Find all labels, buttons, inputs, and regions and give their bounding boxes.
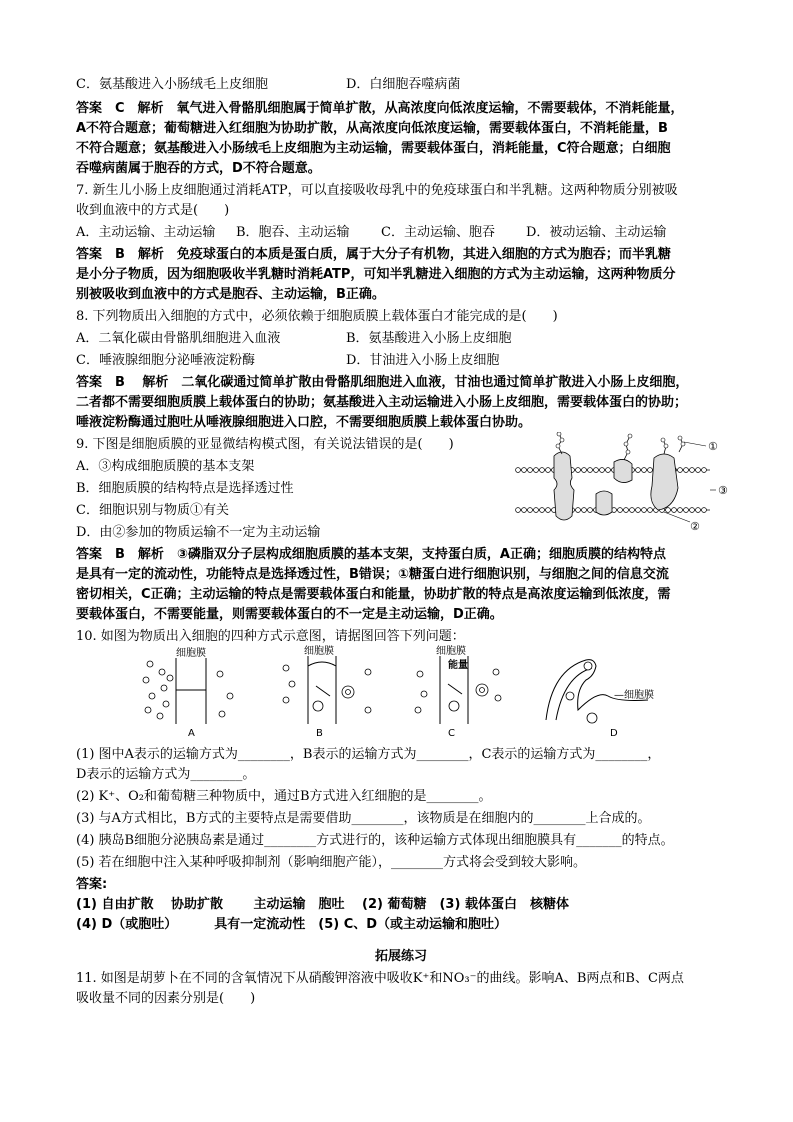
q7-option-a: A．主动运输、主动运输 bbox=[76, 225, 216, 240]
phospholipid-head bbox=[642, 508, 647, 513]
phospholipid-head bbox=[678, 468, 683, 473]
membrane-label-b: 细胞膜 bbox=[304, 646, 334, 657]
panel-letter-c: C bbox=[448, 728, 455, 739]
q10-question: (4) 胰岛B细胞分泌胰岛素是通过________方式进行的，该种运输方式体现出细胞膜具有_______的特点。 bbox=[76, 833, 674, 848]
phospholipid-head bbox=[534, 468, 539, 473]
phospholipid-head bbox=[636, 468, 641, 473]
q10-answer-line: (1) 自由扩散 协助扩散 主动运输 胞吐 (2) 葡萄糖 (3) 载体蛋白 核糖体 bbox=[76, 897, 569, 912]
phospholipid-head bbox=[648, 468, 653, 473]
q6-answer-line: 不符合题意；氨基酸进入小肠绒毛上皮细胞为主动运输，需要载体蛋白，消耗能量，C符合题意；白细胞 bbox=[76, 141, 671, 156]
phospholipid-head bbox=[696, 508, 701, 513]
phospholipid-head bbox=[690, 508, 695, 513]
panel-letter-d: D bbox=[610, 728, 618, 739]
phospholipid-head bbox=[546, 468, 551, 473]
phospholipid-head bbox=[624, 508, 629, 513]
phospholipid-head bbox=[600, 468, 605, 473]
q7-stem: 7. 新生儿小肠上皮细胞通过消耗ATP，可以直接吸收母乳中的免疫球蛋白和半乳糖。这两种物质分别被吸 bbox=[76, 183, 678, 198]
phospholipid-head bbox=[684, 468, 689, 473]
label-3: ③ bbox=[718, 484, 728, 497]
q9-answer-line: 密切相关，C正确；主动运输的特点是需要载体蛋白和能量，协助扩散的特点是高浓度运输到低浓度，需 bbox=[76, 587, 671, 602]
membrane-label-a: 细胞膜 bbox=[176, 648, 206, 659]
q10-question: D表示的运输方式为________。 bbox=[76, 767, 256, 782]
phospholipid-head bbox=[690, 468, 695, 473]
phospholipid-head bbox=[522, 508, 527, 513]
q10-question: (2) K⁺、O₂和葡萄糖三种物质中，通过B方式进入红细胞的是________。 bbox=[76, 789, 492, 804]
phospholipid-head bbox=[582, 508, 587, 513]
panel-a bbox=[176, 658, 206, 724]
q10-question: (5) 若在细胞中注入某种呼吸抑制剂（影响细胞产能），________方式将会受到较大影响。 bbox=[76, 855, 587, 870]
panel-letter-a: A bbox=[188, 728, 195, 739]
q9-answer-line: 答案 B 解析 ③磷脂双分子层构成细胞质膜的基本支架，支持蛋白质，A正确；细胞质膜的结构特点 bbox=[76, 547, 666, 562]
q10-answer-label: 答案: bbox=[76, 877, 108, 892]
q10-answer-line: (4) D（或胞吐） 具有一定流动性 (5) C、D（或主动运输和胞吐） bbox=[76, 917, 508, 932]
membrane-protein bbox=[614, 459, 632, 482]
q7-answer-line: 别被吸收到血液中的方式是胞吞、主动运输，B正确。 bbox=[76, 287, 385, 302]
q7-option-b: B．胞吞、主动运输 bbox=[236, 225, 350, 240]
phospholipid-head bbox=[588, 508, 593, 513]
phospholipid-head bbox=[576, 508, 581, 513]
q10-question: (1) 图中A表示的运输方式为________，B表示的运输方式为________，C表示的运输方式为________， bbox=[76, 747, 661, 762]
phospholipid-head bbox=[678, 508, 683, 513]
membrane-label-d: —细胞膜 bbox=[614, 690, 654, 701]
phospholipid-head bbox=[540, 508, 545, 513]
phospholipid-head bbox=[636, 508, 641, 513]
phospholipid-head bbox=[582, 468, 587, 473]
phospholipid-head bbox=[516, 468, 521, 473]
q9-answer-line: 要载体蛋白，不需要能量，则需要载体蛋白的不一定是主动运输，D正确。 bbox=[76, 607, 503, 622]
q7-option-d: D．被动运输、主动运输 bbox=[526, 225, 667, 240]
q9-stem: 9. 下图是细胞质膜的亚显微结构模式图，有关说法错误的是( ) bbox=[76, 437, 454, 452]
phospholipid-head bbox=[522, 468, 527, 473]
phospholipid-head bbox=[606, 468, 611, 473]
q8-answer-line: 唾液淀粉酶通过胞吐从唾液腺细胞进入口腔，不需要细胞质膜上载体蛋白协助。 bbox=[76, 415, 532, 430]
q8-option-a: A．二氧化碳由骨骼肌细胞进入血液 bbox=[76, 331, 281, 346]
phospholipid-head bbox=[534, 508, 539, 513]
q11-stem: 吸收量不同的因素分别是( ) bbox=[76, 991, 256, 1006]
phospholipid-head bbox=[546, 508, 551, 513]
phospholipid-head bbox=[618, 508, 623, 513]
transport-diagram bbox=[136, 644, 696, 740]
phospholipid-head bbox=[588, 468, 593, 473]
label-1: ① bbox=[708, 440, 718, 453]
phospholipid-head bbox=[696, 468, 701, 473]
q6-answer-line: 吞噬病菌属于胞吞的方式，D不符合题意。 bbox=[76, 161, 321, 176]
phospholipid-head bbox=[648, 508, 653, 513]
energy-label: 能量 bbox=[448, 660, 468, 671]
q9-option-c: C．细胞识别与物质①有关 bbox=[76, 503, 229, 518]
q6-answer-line: 答案 C 解析 氧气进入骨骼肌细胞属于简单扩散，从高浓度向低浓度运输，不需要载体，不消耗能量， bbox=[76, 101, 684, 116]
membrane-protein bbox=[651, 454, 678, 510]
panel-b bbox=[308, 656, 336, 724]
phospholipid-head bbox=[642, 468, 647, 473]
section-title: 拓展练习 bbox=[374, 949, 427, 964]
q7-option-c: C．主动运输、胞吞 bbox=[381, 225, 495, 240]
q10-question: (3) 与A方式相比，B方式的主要特点是需要借助________，该物质是在细胞内的________上合成的。 bbox=[76, 811, 651, 826]
panel-letter-b: B bbox=[316, 728, 323, 739]
phospholipid-head bbox=[576, 468, 581, 473]
phospholipid-head bbox=[528, 508, 533, 513]
phospholipid-head bbox=[666, 508, 671, 513]
q10-stem: 10. 如图为物质出入细胞的四种方式示意图，请据图回答下列问题： bbox=[76, 629, 465, 644]
membrane-protein bbox=[554, 452, 574, 520]
q8-option-d: D．甘油进入小肠上皮细胞 bbox=[346, 353, 500, 368]
q8-option-b: B．氨基酸进入小肠上皮细胞 bbox=[346, 331, 512, 346]
phospholipid-head bbox=[684, 508, 689, 513]
q9-option-b: B．细胞质膜的结构特点是选择透过性 bbox=[76, 481, 294, 496]
q11-stem: 11. 如图是胡萝卜在不同的含氧情况下从硝酸钾溶液中吸收K⁺和NO₃⁻的曲线。影响A、B两点和B、C两点 bbox=[76, 971, 684, 986]
phospholipid-head bbox=[630, 508, 635, 513]
q6-option-d: D．白细胞吞噬病菌 bbox=[346, 77, 461, 92]
phospholipid-head bbox=[672, 508, 677, 513]
q6-answer-line: A不符合题意；葡萄糖进入红细胞为协助扩散，从高浓度向低浓度运输，需要载体蛋白，不消耗能量，B bbox=[76, 121, 668, 136]
label-2: ② bbox=[690, 520, 700, 532]
q6-option-c: C．氨基酸进入小肠绒毛上皮细胞 bbox=[76, 77, 268, 92]
phospholipid-head bbox=[594, 468, 599, 473]
q8-stem: 8. 下列物质出入细胞的方式中，必须依赖于细胞质膜上载体蛋白才能完成的是( ) bbox=[76, 309, 558, 324]
membrane-label-c: 细胞膜 bbox=[436, 646, 466, 657]
q7-answer-line: 答案 B 解析 免疫球蛋白的本质是蛋白质，属于大分子有机物，其进入细胞的方式为胞吞；而半乳糖 bbox=[76, 247, 671, 262]
cell-membrane-diagram bbox=[514, 432, 734, 532]
q8-option-c: C．唾液腺细胞分泌唾液淀粉酶 bbox=[76, 353, 255, 368]
phospholipid-head bbox=[516, 508, 521, 513]
phospholipid-head bbox=[702, 468, 707, 473]
q7-stem: 收到血液中的方式是( ) bbox=[76, 203, 230, 218]
q8-answer-line: 二者都不需要细胞质膜上载体蛋白的协助；氨基酸进入主动运输进入小肠上皮细胞，需要载体蛋白的协助； bbox=[76, 395, 688, 410]
membrane-protein bbox=[596, 491, 612, 515]
q7-answer-line: 是小分子物质，因为细胞吸收半乳糖时消耗ATP，可知半乳糖进入细胞的方式为主动运输，这两种物质分 bbox=[76, 267, 676, 282]
q9-answer-line: 是具有一定的流动性，功能特点是选择透过性，B错误；①糖蛋白进行细胞识别，与细胞之间的信息交流 bbox=[76, 567, 669, 582]
q9-option-a: A．③构成细胞质膜的基本支架 bbox=[76, 459, 255, 474]
phospholipid-head bbox=[702, 508, 707, 513]
q9-option-d: D．由②参加的物质运输不一定为主动运输 bbox=[76, 525, 321, 540]
phospholipid-head bbox=[528, 468, 533, 473]
phospholipid-head bbox=[540, 468, 545, 473]
q8-answer-line: 答案 B 解析 二氧化碳通过简单扩散由骨骼肌细胞进入血液，甘油也通过简单扩散进入小肠上皮细胞， bbox=[76, 375, 689, 390]
